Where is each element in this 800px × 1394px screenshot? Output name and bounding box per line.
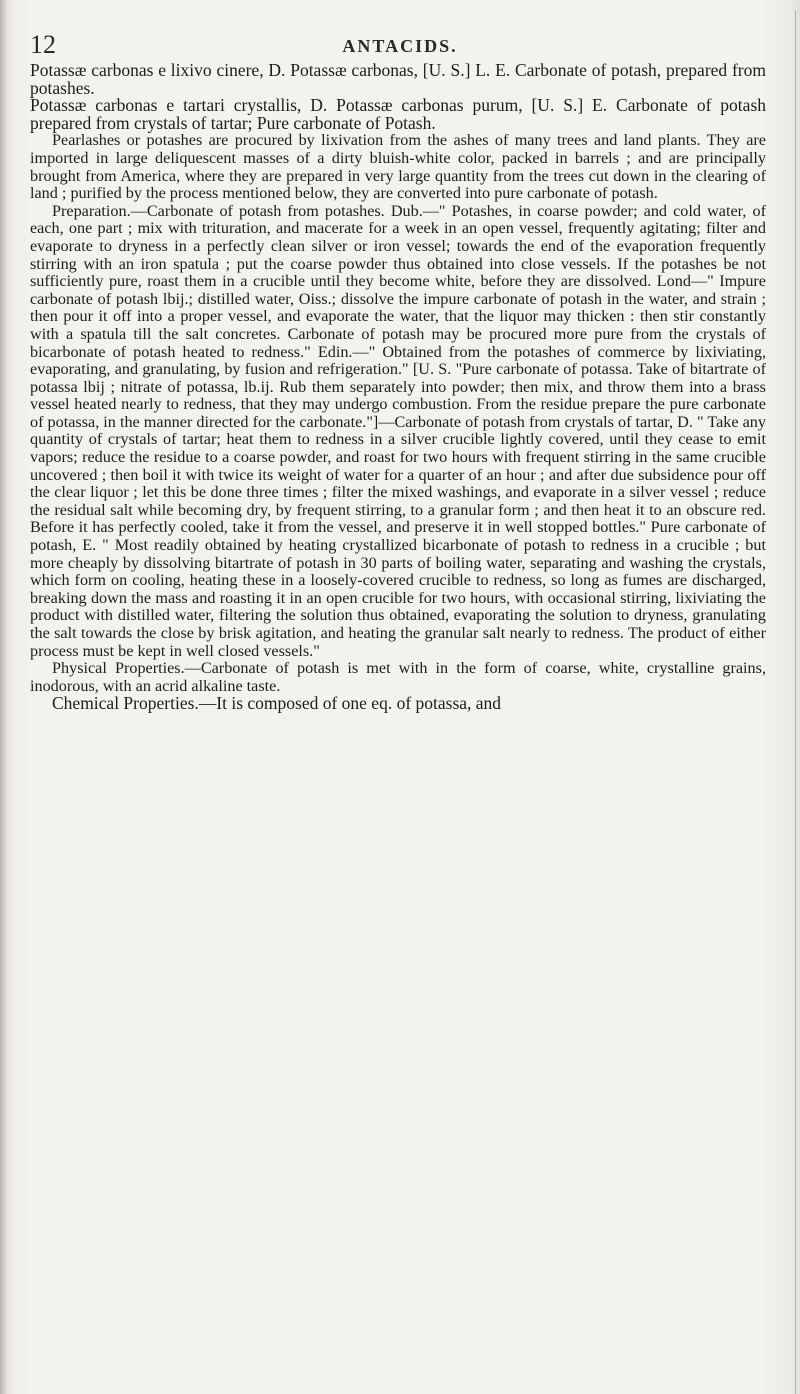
paragraph-chemical-properties: Chemical Properties.—It is composed of one eq. of potassa, and [52,693,502,714]
page-header [30,30,770,58]
paragraph-pearlashes: Pearlashes or potashes are procured by lixivation from the ashes of many trees and land plants. They are imported in large deliquescent masses of a dirty bluish-white color, packed in barrels ; and are principally brought from America, where they are prepared in very large quantity from the trees cut down in the clearing of land ; purified by the process mentioned below, they are converted into pure carbonate of potash. [30,131,766,203]
paragraph-physical-properties: Physical Properties.—Carbonate of potash is met with in the form of coarse, white, crystalline grains, inodorous, with an acrid alkaline taste. [30,659,766,695]
paragraph-potassae-carbonas-tartari: Potassæ carbonas e tartari crystallis, D. Potassæ carbonas purum, [U. S.] E. Carbonate of potash prepared from crystals of tartar; Pure carbonate of Potash. [30,95,766,133]
binding-shadow [0,0,6,1394]
body-text [30,62,766,713]
page-edge-line [795,10,796,1394]
paragraph-potassae-carbonas-lixivo: Potassæ carbonas e lixivo cinere, D. Potassæ carbonas, [U. S.] L. E. Carbonate of potash, prepared from potashes. [30,60,766,98]
running-head: ANTACIDS. [342,36,458,56]
page-number: 12 [30,30,56,59]
paragraph-preparation: Preparation.—Carbonate of potash from potashes. Dub.—" Potashes, in coarse powder; and cold water, of each, one part ; mix with trituration, and macerate for a week in an open vessel, frequently agitating; filter and evaporate to dryness in a perfectly clean silver or iron vessel; towards the end of the evaporation frequently stirring with an iron spatula ; put the coarse powder thus obtained into close vessels. If the potashes be not sufficiently pure, roast them in a crucible until they become white, before they are dissolved. Lond—" Impure carbonate of potash lbij.; distilled water, Oiss.; dissolve the impure carbonate of potash in the water, and strain ; then pour it off into a proper vessel, and evaporate the water, that the liquor may thicken : then stir constantly with a spatula till the salt concretes. Carbonate of potash may be procured more pure from the crystals of bicarbonate of potash heated to redness." Edin.—" Obtained from the potashes of commerce by lixiviating, evaporating, and granulating, by fusion and refrigeration." [U. S. "Pure carbonate of potassa. Take of bitartrate of potassa lbij ; nitrate of potassa, lb.ij. Rub them separately into powder; then mix, and throw them into a brass vessel heated nearly to redness, that they may undergo combustion. From the residue prepare the pure carbonate of potassa, in the manner directed for the carbonate."]—Carbonate of potash from crystals of tartar, D. " Take any quantity of crystals of tartar; heat them to redness in a silver crucible lightly covered, until they cease to emit vapors; reduce the residue to a coarse powder, and roast for two hours with frequent stirring in the same crucible uncovered ; then boil it with twice its weight of water for a quarter of an hour ; and after due subsidence pour off the clear liquor ; let this be done three times ; filter the mixed washings, and evaporate in a silver vessel ; reduce the residual salt while becoming dry, by frequent stirring, to a granular form ; and then heat it to an obscure red. Before it has perfectly cooled, take it from the vessel, and preserve it in well stopped bottles." Pure carbonate of potash, E. " Most readily obtained by heating crystallized bicarbonate of potash to redness in a crucible ; but more cheaply by dissolving bitartrate of potash in 30 parts of boiling water, separating and washing the crystals, which form on cooling, heating these in a loosely-covered crucible to redness, so long as fumes are discharged, breaking down the mass and roasting it in an open crucible for two hours, with occasional stirring, lixiviating the product with distilled water, filtering the solution thus obtained, evaporating the solution to dryness, granulating the salt towards the close by brisk agitation, and heating the granular salt nearly to redness. The product of either process must be kept in well closed vessels." [30,201,766,660]
